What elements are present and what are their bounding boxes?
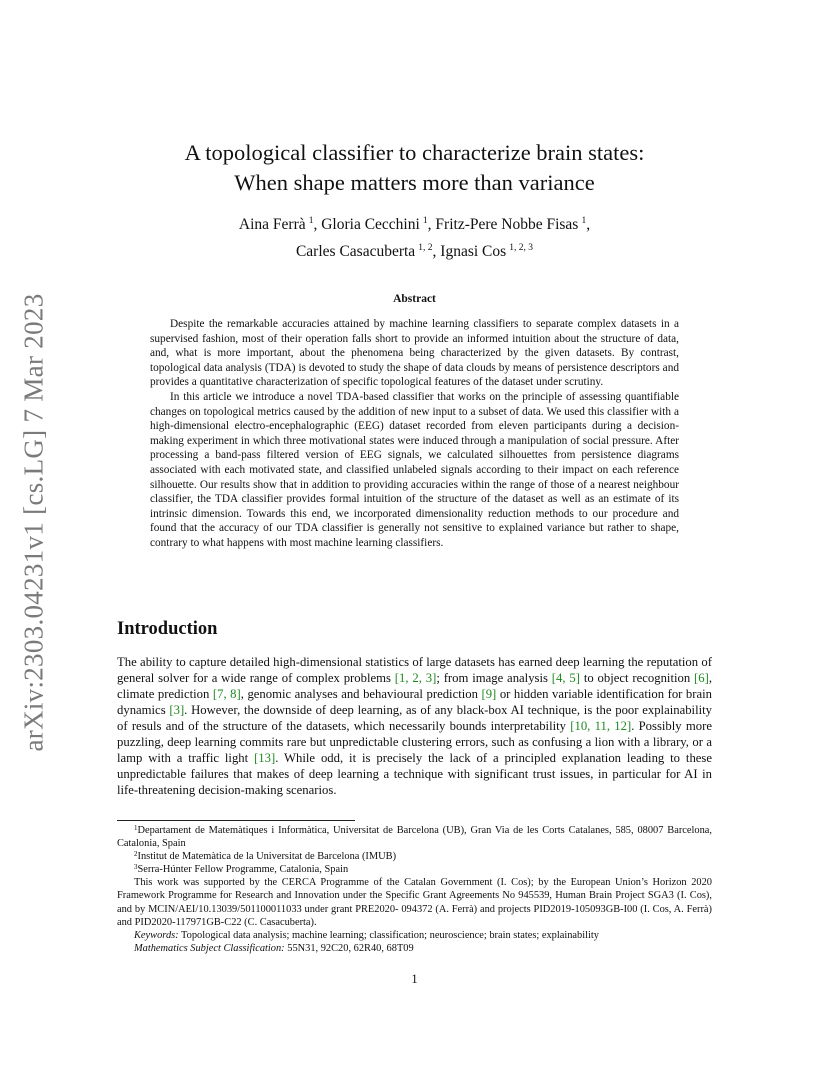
abstract-paragraph-2: In this article we introduce a novel TDA-based classifier that works on the principle of assessing quantifiable changes on topological metrics caused by the addition of new input to a subset of data. We used this classifier with a high-dimensional electro-encephalographic (EEG) dataset recorded from eleven participants during a decision-making experiment in which three motivational states were induced through a manipulation of social pressure. After processing a band-pass filtered version of EEG signals, we calculated silhouettes from persistence diagrams associated with each motivated state, and classified unlabeled signals according to their impact on each reference silhouette. Our results show that in addition to providing accuracies within the range of those of a nearest neighbour classifier, the TDA classifier provides formal intuition of the structure of the dataset as well as an estimate of its intrinsic dimension. Towards this end, we incorporated dimensionality reduction methods to our procedure and found that the accuracy of our TDA classifier is generally not sensitive to explained variance but rather to shape, contrary to what happens with most machine learning classifiers. — [150, 390, 679, 549]
abstract-paragraph-1: Despite the remarkable accuracies attained by machine learning classifiers to separate complex datasets in a supervised fashion, most of their operation falls short to provide an informed intuition about the structure of data, and, what is more important, about the phenomena being characterized by the given datasets. By contrast, topological data analysis (TDA) is devoted to study the shape of data clouds by means of persistence descriptors and provides a quantitative characterization of specific topological features of the dataset under scrutiny. — [150, 318, 679, 389]
footnote-affiliation-3 — [117, 863, 712, 876]
author-line-1: Aina Ferrà $^1$, Gloria Cecchini $^1$, Fritz-Pere Nobbe Fisas $^1$, — [238, 216, 591, 233]
msc-text: 55N31, 92C20, 62R40, 68T09 — [284, 942, 414, 954]
footnote-keywords — [117, 929, 712, 942]
keywords-label: Keywords: — [134, 929, 179, 941]
intro-text: to object recognition — [579, 670, 695, 685]
intro-text: . However, the downside of deep learning, as of any black-box AI technique, is the poor explainability of resuls and of the structure of the datasets, which necessarily bounds interpretability — [117, 702, 712, 733]
intro-text: , genomic analyses and behavioural prediction — [240, 686, 482, 701]
arxiv-identifier-text: arXiv:2303.04231v1 [cs.LG] 7 Mar 2023 — [18, 292, 49, 752]
arxiv-identifier-stamp — [4, 286, 64, 758]
page-number: 1 — [411, 972, 418, 986]
author-name: Aina Ferrà — [238, 216, 306, 233]
footnote-text: Departament de Matemàtiques i Informàtica, Universitat de Barcelona (UB), Gran Via de les Corts Catalanes, 585, 08007 Barcelona, Catalonia, Spain — [117, 825, 712, 850]
footnote-msc — [117, 942, 712, 955]
intro-text: . Possibly more puzzling, deep learning commits rare but unpredictable clustering errors, such as confusing a lion with a library, or a lamp with a traffic light — [117, 718, 712, 765]
author-affiliation-mark: 1 — [581, 216, 587, 226]
citation-link[interactable]: [9] — [481, 686, 497, 701]
author-name: Ignasi Cos — [440, 243, 507, 260]
footnote-text: Serra-Húnter Fellow Programme, Catalonia, Spain — [137, 864, 349, 876]
citation-link[interactable]: [10, 11, 12] — [570, 718, 632, 733]
citation-link[interactable]: [4, 5] — [551, 670, 580, 685]
intro-text: ; from image analysis — [436, 670, 552, 685]
keywords-text: Topological data analysis; machine learning; classification; neuroscience; brain states; explainability — [178, 929, 599, 941]
author-affiliation-mark: 1 — [422, 216, 428, 226]
author-name: Carles Casacuberta — [295, 243, 416, 260]
intro-text: , climate prediction — [117, 670, 713, 701]
author-name: Gloria Cecchini — [321, 216, 420, 233]
paper-title — [117, 138, 712, 198]
footnotes — [117, 824, 712, 955]
author-affiliation-mark: 1, 2 — [418, 243, 433, 253]
citation-link[interactable]: [1, 2, 3] — [394, 670, 437, 685]
msc-label: Mathematics Subject Classification: — [134, 942, 285, 954]
introduction-heading: Introduction — [117, 619, 218, 639]
paper-title-line-1: A topological classifier to characterize brain states: — [184, 140, 645, 165]
abstract-heading: Abstract — [393, 293, 436, 305]
introduction-paragraph — [117, 655, 712, 799]
footnote-text: Institut de Matemàtica de la Universitat de Barcelona (IMUB) — [137, 851, 397, 863]
author-list — [117, 211, 712, 265]
citation-link[interactable]: [13] — [254, 750, 276, 765]
footnote-divider — [117, 820, 355, 821]
footnote-funding: This work was supported by the CERCA Programme of the Catalan Government (I. Cos); by the European Union’s Horizon 2020 Framework Programme for Research and Innovation under the Specific Grant Agreements No 945539, Human Brain Project SGA3 (I. Cos), and by MCIN/AEI/10.13039/501100011033 under grant PRE2020- 094372 (A. Ferrà) and projects PID2019-105093GB-I00 (I. Cos, A. Ferrà) and PID2020-117971GB-C22 (C. Casacuberta). — [117, 877, 712, 928]
intro-text: or hidden variable identification for brain dynamics — [117, 686, 713, 717]
footnote-affiliation-2 — [117, 850, 712, 863]
author-line-2: Carles Casacuberta $^{1, 2}$, Ignasi Cos $^{1, 2, 3}$ — [295, 243, 534, 260]
citation-link[interactable]: [7, 8] — [212, 686, 241, 701]
author-affiliation-mark: 1, 2, 3 — [509, 243, 534, 253]
footnote-mark: 3 — [134, 863, 138, 872]
intro-text: The ability to capture detailed high-dimensional statistics of large datasets has earned deep learning the reputation of general solver for a wide range of complex problems — [117, 655, 712, 685]
paper-title-line-2: When shape matters more than variance — [234, 170, 595, 195]
intro-text: . While odd, it is precisely the lack of a principled explanation leading to these unpredictable failures that makes of deep learning a technique with significant trust issues, in particular for AI in life-threatening decision-making scenarios. — [117, 750, 712, 797]
footnote-affiliation-1 — [117, 824, 712, 850]
footnote-mark: 1 — [134, 824, 138, 832]
citation-link[interactable]: [6] — [694, 670, 709, 685]
introduction-body — [117, 655, 712, 799]
author-name: Fritz-Pere Nobbe Fisas — [435, 216, 579, 233]
citation-link[interactable]: [3] — [169, 702, 185, 717]
author-affiliation-mark: 1 — [308, 216, 314, 226]
footnote-mark: 2 — [134, 850, 138, 859]
abstract-body — [150, 317, 679, 551]
